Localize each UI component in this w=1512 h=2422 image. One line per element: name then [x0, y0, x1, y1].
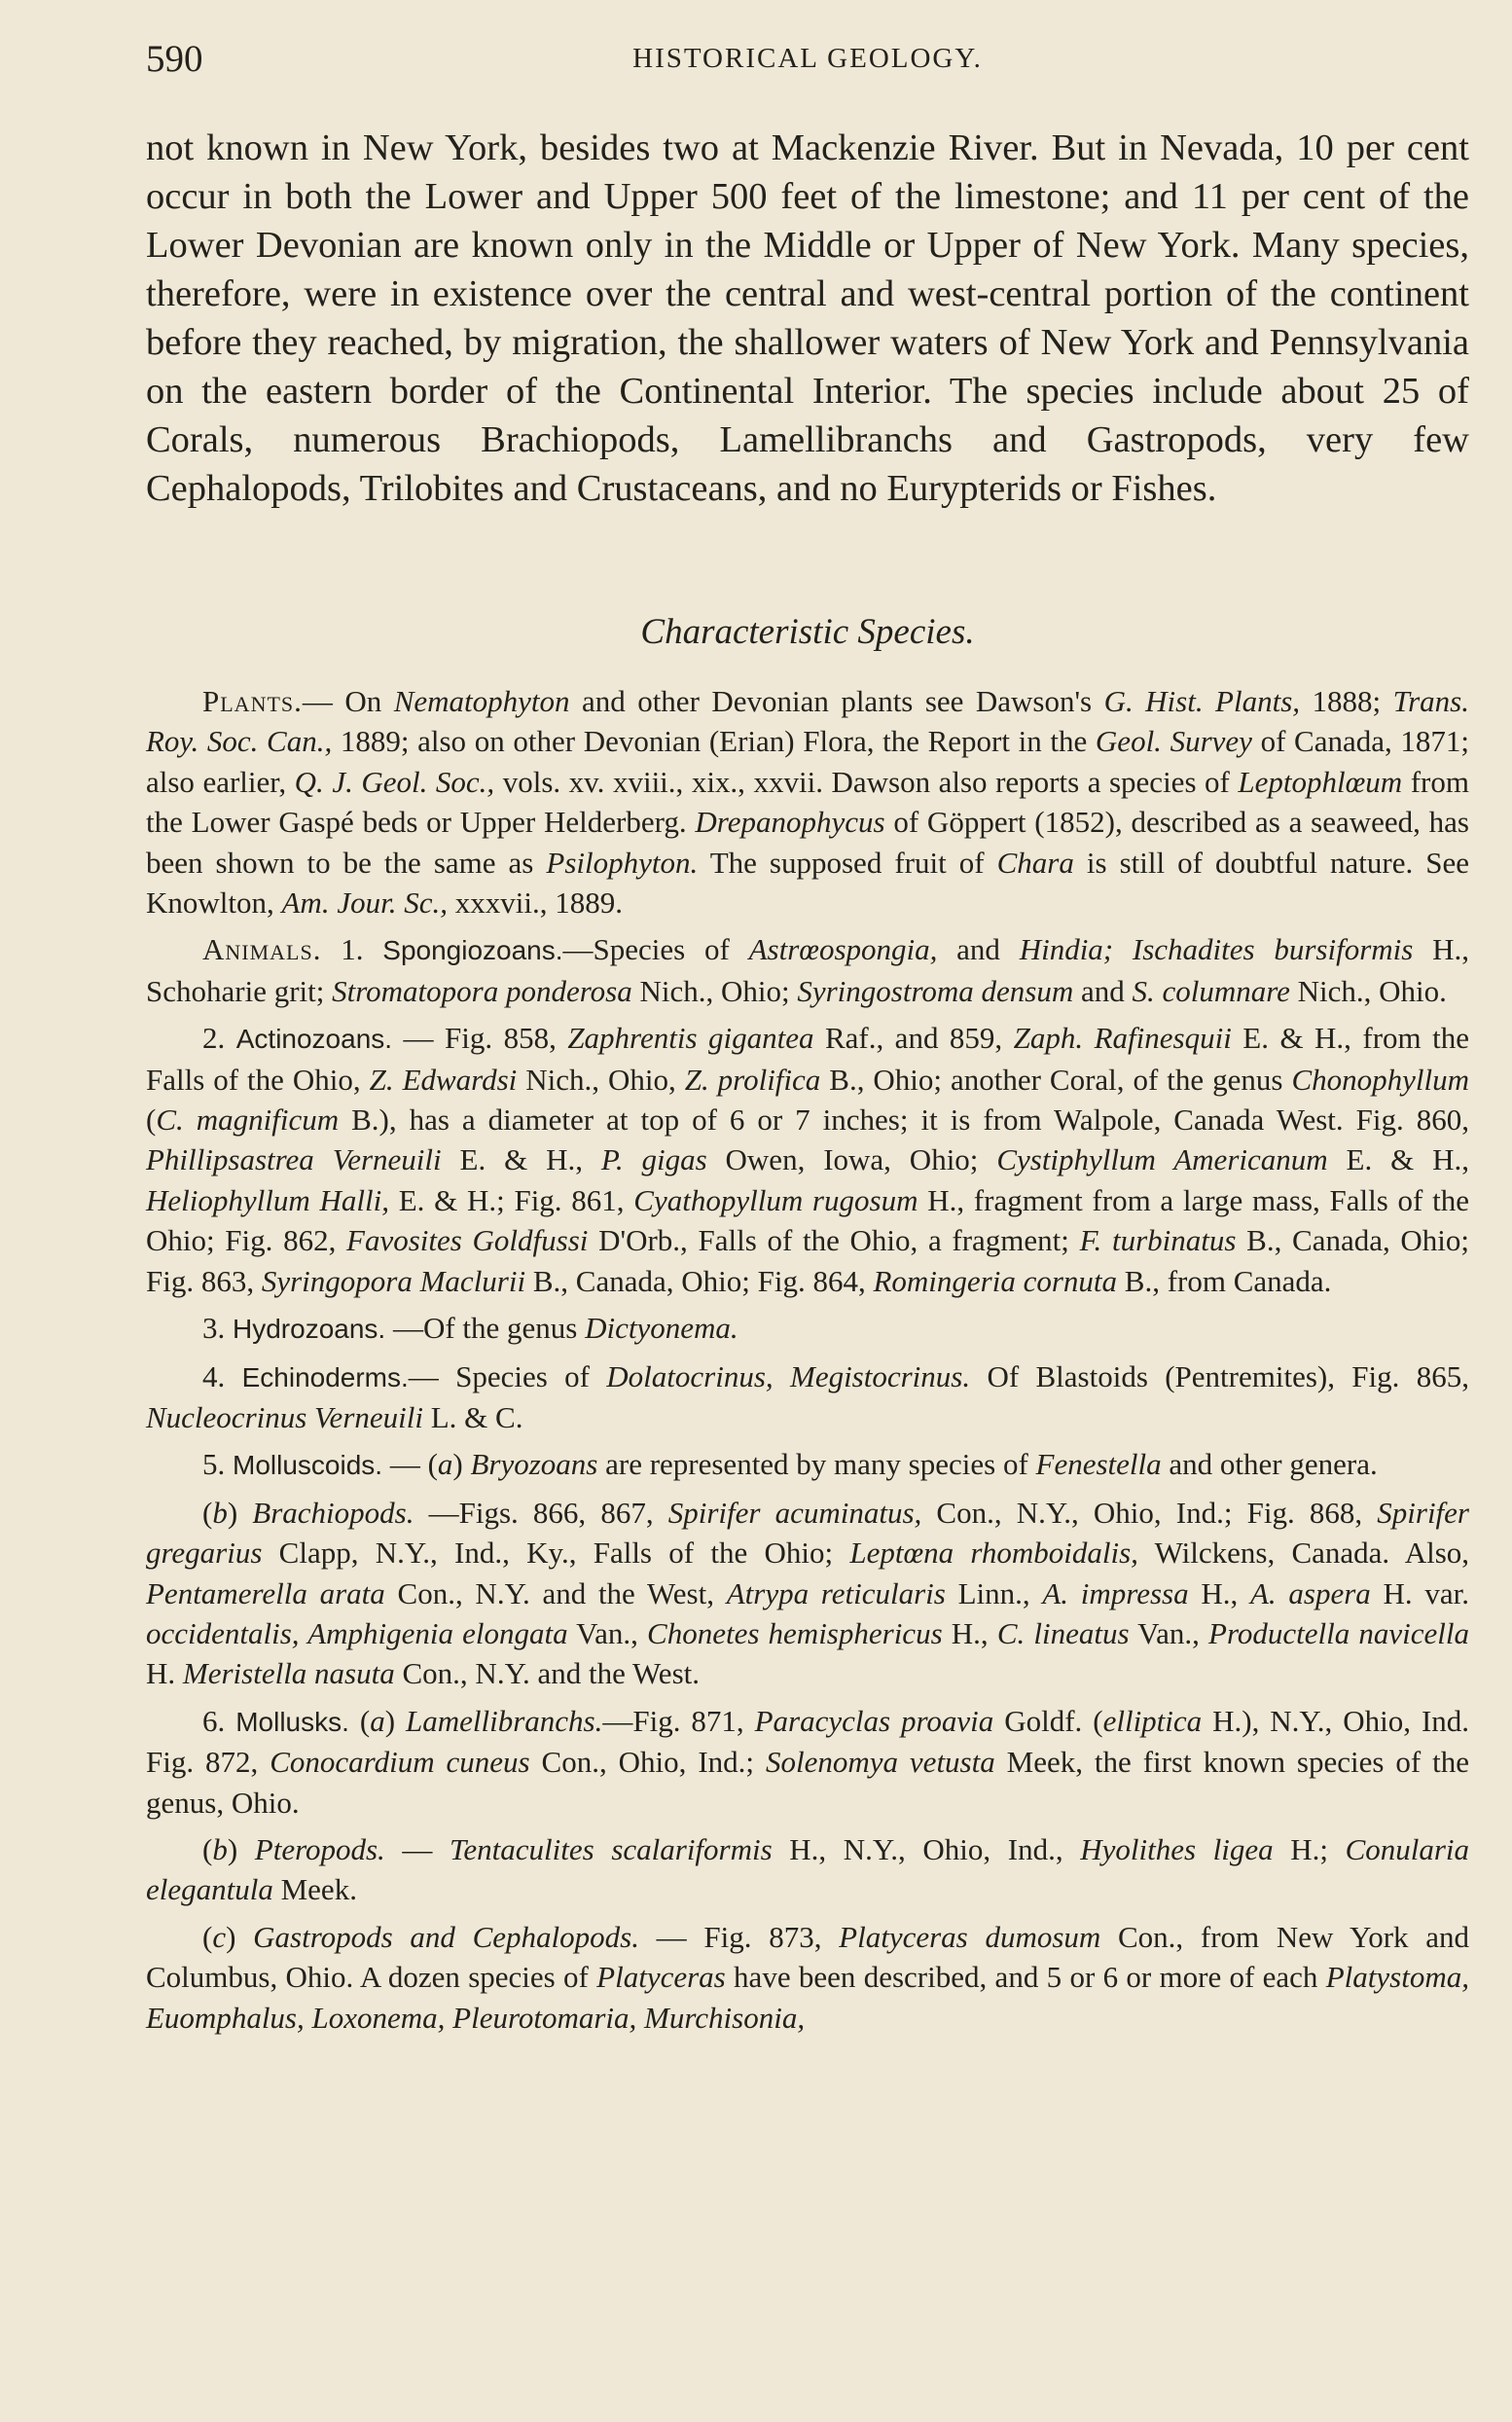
text-run: Meek, the first known species of the genus, Ohio. [146, 1745, 1470, 1820]
text-run: —Of the genus [385, 1311, 586, 1346]
text-run: E. & H., [441, 1142, 601, 1177]
text-run: Raf., and 859, [813, 1021, 1014, 1056]
citation: Trans. Roy. Soc. Can., [146, 684, 1469, 759]
taxon-name: Zaph. Rafinesquii [1013, 1021, 1232, 1056]
subgroup-heading: Brachiopods. [252, 1495, 414, 1530]
text-run: vols. xv. xviii., xix., xxvii. Dawson also reports a species of [494, 764, 1239, 799]
group-heading: Mollusks. [235, 1706, 349, 1737]
text-run: 1. [321, 932, 383, 967]
plants-label: Plants. [202, 684, 303, 718]
taxon-name: Z. prolifica [684, 1062, 821, 1097]
taxon-name: Chara [996, 845, 1074, 880]
text-run: H.), N.Y., Ohio, Ind. Fig. 872, [146, 1703, 1470, 1780]
taxon-name: occidentalis, Amphigenia elongata [146, 1615, 568, 1650]
subsection-letter: a [370, 1703, 385, 1738]
text-run: ) [227, 1495, 253, 1530]
text-run: Con., N.Y., Ohio, Ind.; Fig. 868, [921, 1495, 1378, 1530]
text-run: ( [146, 1103, 157, 1138]
text-run: H., Schoharie grit; [146, 932, 1469, 1008]
text-run: and other Devonian plants see Dawson's [569, 684, 1104, 718]
text-run: Con., N.Y. and the West. [394, 1656, 700, 1691]
text-run: Owen, Iowa, Ohio; [706, 1142, 997, 1177]
taxon-name: Tentaculites scalariformis [450, 1831, 773, 1866]
taxon-name: Cyathopyllum rugosum [633, 1182, 918, 1217]
plants-paragraph [146, 681, 1469, 922]
text-run: Of Blastoids (Pentremites), Fig. 865, [970, 1358, 1469, 1393]
taxon-name: Hindia; Ischadites bursiformis [1019, 932, 1414, 967]
taxon-name: Platystoma, Euomphalus, Loxonema, Pleurotomaria, Murchisonia, [146, 1960, 1469, 2035]
subsection-letter: c [212, 1919, 227, 1954]
text-run: —Fig. 871, [602, 1703, 755, 1738]
taxon-name: Z. Edwardsi [369, 1062, 518, 1097]
taxon-name: Spirifer gregarius [146, 1495, 1469, 1571]
subsection-letter: a [437, 1447, 453, 1482]
taxon-name: Heliophyllum Halli, [146, 1182, 389, 1217]
text-run: 2. [202, 1021, 236, 1056]
subgroup-heading: Gastropods and Cephalopods. [253, 1919, 639, 1954]
group-heading: Spongiozoans. [382, 935, 563, 966]
subgroup-heading: Lamellibranchs. [405, 1703, 603, 1738]
text-run: from the Lower Gaspé beds or Upper Helderberg. [146, 764, 1469, 840]
text-run: — [384, 1831, 450, 1866]
text-run: 1889; also on other Devonian (Erian) Flora, the Report in the [332, 724, 1096, 759]
taxon-name: P. gigas [600, 1142, 707, 1177]
section-title: Characteristic Species. [640, 612, 975, 652]
taxon-name: Pentamerella arata [146, 1575, 385, 1610]
taxon-name: Atrypa reticularis [726, 1575, 946, 1610]
text-run: and [937, 932, 1020, 967]
taxon-name: Solenomya vetusta [765, 1745, 995, 1780]
taxon-name: Romingeria cornuta [873, 1263, 1118, 1298]
text-run: 3. [202, 1311, 233, 1346]
text-run: B., Canada, Ohio; Fig. 863, [146, 1223, 1470, 1298]
citation: Geol. Survey [1095, 724, 1252, 759]
taxon-name: Syringopora Maclurii [261, 1263, 526, 1298]
text-run: E. & H., [1327, 1142, 1470, 1177]
text-run: — ( [382, 1447, 438, 1482]
text-run: Nich., Ohio. [1289, 973, 1447, 1008]
taxon-name: Stromatopora ponderosa [332, 973, 632, 1008]
running-head: HISTORICAL GEOLOGY. [632, 43, 983, 74]
page-number: 590 [146, 38, 203, 80]
text-run: —Species of [562, 932, 749, 967]
taxon-name: Conularia elegantula [146, 1831, 1470, 1907]
group-heading: Actinozoans. [235, 1024, 393, 1055]
taxon-name: Spirifer acuminatus, [667, 1495, 922, 1530]
taxon-name: Leptophlœum [1238, 764, 1403, 799]
gastropods-paragraph [146, 1917, 1469, 2038]
text-run: B., from Canada. [1117, 1263, 1332, 1298]
mollusks-paragraph [146, 1701, 1469, 1823]
taxon-name: Dictyonema. [585, 1311, 738, 1346]
text-run: of Göppert (1852), described as a seaweed, has been shown to be the same as [146, 805, 1469, 880]
text-run: E. & H., from the Falls of the Ohio, [146, 1021, 1470, 1097]
taxon-name: Phillipsastrea Verneuili [146, 1142, 442, 1177]
taxon-name: Meristella nasuta [182, 1656, 395, 1691]
taxon-name: Productella navicella [1208, 1615, 1470, 1650]
text-run: ( [202, 1919, 213, 1954]
text-run: H. var. [1370, 1575, 1470, 1610]
text-run: Meek. [272, 1872, 357, 1907]
taxon-name: Fenestella [1035, 1447, 1162, 1482]
text-run: Nich., Ohio, [517, 1062, 685, 1097]
text-run: and other genera. [1161, 1447, 1378, 1482]
text-run: B., Ohio; another Coral, of the genus [820, 1062, 1292, 1097]
echinoderms-paragraph [146, 1356, 1469, 1438]
text-run: and [1073, 973, 1133, 1008]
text-run: — On [302, 684, 394, 718]
text-run: — Fig. 858, [392, 1021, 568, 1056]
text-run: 6. [202, 1703, 236, 1738]
taxon-name: Cystiphyllum Americanum [996, 1142, 1328, 1177]
taxon-name: Nucleocrinus Verneuili [146, 1399, 423, 1434]
citation: G. Hist. Plants, [1103, 684, 1301, 718]
animals-label: Animals. [202, 932, 322, 967]
taxon-name: Zaphrentis gigantea [567, 1021, 814, 1056]
taxon-name: Favosites Goldfussi [346, 1223, 589, 1258]
text-run: H., N.Y., Ohio, Ind., [772, 1831, 1081, 1866]
group-heading: Molluscoids. [233, 1450, 383, 1481]
citation: Am. Jour. Sc., [281, 886, 448, 921]
taxon-name: Paracyclas proavia [754, 1703, 994, 1738]
molluscoids-paragraph [146, 1444, 1469, 1485]
taxon-name: elliptica [1102, 1703, 1203, 1738]
text-run: Con., N.Y. and the West, [384, 1575, 727, 1610]
text-run: ) [227, 1831, 255, 1866]
taxon-name: Astrœospongia, [748, 932, 938, 967]
text-run: B., Canada, Ohio; Fig. 864, [525, 1263, 874, 1298]
text-run: L. & C. [422, 1399, 523, 1434]
text-run: xxxvii., 1889. [447, 886, 623, 921]
taxon-name: C. magnificum [156, 1103, 340, 1138]
text-run: of Canada, 1871; also earlier, [146, 724, 1469, 799]
taxon-name: C. lineatus [996, 1615, 1130, 1650]
taxon-name: Bryozoans [470, 1447, 598, 1482]
text-run: H.; [1273, 1831, 1346, 1866]
text-run: H., [1188, 1575, 1250, 1610]
page-header [146, 37, 1469, 95]
text-run: H. [146, 1656, 183, 1691]
intro-paragraph [146, 124, 1469, 513]
text-run: — Species of [408, 1358, 607, 1393]
intro-text: not known in New York, besides two at Mackenzie River. But in Nevada, 10 per cent occur in both the Lower and Upper 500 feet of the limestone; and 11 per cent of the Lower Devonian are known only in the Middle or Upper of New York. Many species, therefore, were in existence over the central and west-central portion of the continent before they reached, by migration, the shallower waters of New York and Pennsylvania on the eastern border of the Continental Interior. The species include about 25 of Corals, numerous Brachiopods, Lamellibranchs and Gastropods, very few Cephalopods, Trilobites and Crustaceans, and no Eurypterids or Fishes. [146, 127, 1469, 509]
citation: Q. J. Geol. Soc., [294, 764, 495, 799]
species-list [146, 681, 1469, 2044]
text-run: — Fig. 873, [638, 1919, 840, 1954]
text-run: 1888; [1300, 684, 1393, 718]
text-run: Con., from New York and Columbus, Ohio. A dozen species of [146, 1919, 1470, 1995]
taxon-name: Hyolithes ligea [1080, 1831, 1274, 1866]
taxon-name: F. turbinatus [1079, 1223, 1237, 1258]
text-run: Van., [1129, 1615, 1209, 1650]
text-run: is still of doubtful nature. See Knowlton, [146, 845, 1470, 921]
text-run: 5. [202, 1447, 233, 1482]
text-run: ( [348, 1703, 371, 1738]
animals-paragraph [146, 929, 1469, 1011]
text-run: Nich., Ohio; [631, 973, 798, 1008]
subsection-letter: b [212, 1495, 228, 1530]
taxon-name: Platyceras [596, 1960, 726, 1995]
text-run: Linn., [945, 1575, 1043, 1610]
text-run: 4. [202, 1358, 242, 1393]
actinozoans-paragraph [146, 1018, 1469, 1301]
text-run: ) [384, 1703, 406, 1738]
taxon-name: Drepanophycus [695, 805, 885, 840]
taxon-name: Platyceras dumosum [839, 1919, 1101, 1954]
group-heading: Echinoderms. [241, 1361, 409, 1392]
text-run: Clapp, N.Y., Ind., Ky., Falls of the Ohio; [262, 1536, 850, 1571]
text-run: B.), has a diameter at top of 6 or 7 inches; it is from Walpole, Canada West. Fig. 860, [339, 1103, 1469, 1138]
taxon-name: Chonophyllum [1291, 1062, 1469, 1097]
text-run: H., [942, 1615, 997, 1650]
subgroup-heading: Pteropods. [254, 1831, 385, 1866]
taxon-name: A. aspera [1249, 1575, 1371, 1610]
text-run: ( [202, 1495, 213, 1530]
text-run: ) [226, 1919, 254, 1954]
text-run: ( [202, 1831, 213, 1866]
taxon-name: A. impressa [1042, 1575, 1189, 1610]
text-run: are represented by many species of [597, 1447, 1036, 1482]
taxon-name: Syringostroma densum [797, 973, 1074, 1008]
taxon-name: S. columnare [1132, 973, 1290, 1008]
brachiopods-paragraph [146, 1493, 1469, 1694]
taxon-name: Nematophyton [393, 684, 570, 718]
text-run: E. & H.; Fig. 861, [388, 1182, 634, 1217]
taxon-name: Dolatocrinus, Megistocrinus. [606, 1358, 971, 1393]
text-run: Con., Ohio, Ind.; [529, 1745, 766, 1780]
taxon-name: Chonetes hemisphericus [647, 1615, 943, 1650]
text-run: D'Orb., Falls of the Ohio, a fragment; [588, 1223, 1080, 1258]
subsection-letter: b [212, 1831, 228, 1866]
text-run: have been described, and 5 or 6 or more of each [725, 1960, 1326, 1995]
group-heading: Hydrozoans. [233, 1314, 386, 1345]
hydrozoans-paragraph [146, 1308, 1469, 1349]
text-run: ) [452, 1447, 471, 1482]
taxon-name: Leptœna rhomboidalis, [849, 1536, 1138, 1571]
text-run: The supposed fruit of [698, 845, 997, 880]
pteropods-paragraph [146, 1829, 1469, 1910]
text-run: Van., [567, 1615, 648, 1650]
text-run: Goldf. ( [993, 1703, 1103, 1738]
text-run: Wilckens, Canada. Also, [1137, 1536, 1470, 1571]
text-run: —Figs. 866, 867, [414, 1495, 668, 1530]
taxon-name: Conocardium cuneus [270, 1745, 530, 1780]
text-run: H., fragment from a large mass, Falls of the Ohio; Fig. 862, [146, 1182, 1469, 1258]
taxon-name: Psilophyton. [546, 845, 699, 880]
